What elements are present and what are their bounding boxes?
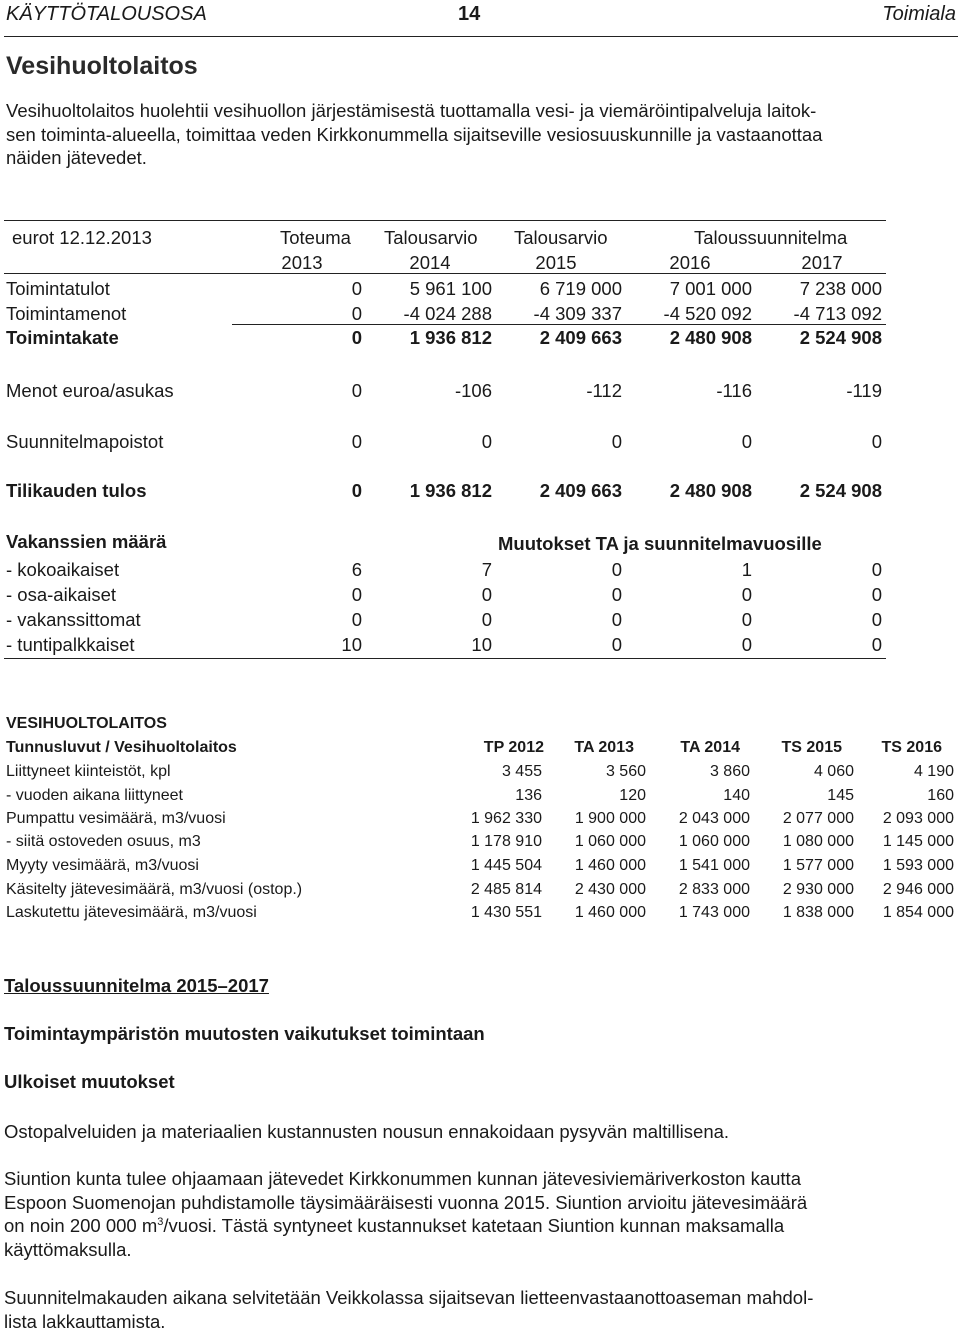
budget-top-rule (4, 220, 886, 221)
vacancy-changes-title: Muutokset TA ja suunnitelmavuosille (498, 533, 822, 555)
table-cell: 1 577 000 (752, 856, 854, 876)
table-cell: 0 (780, 634, 882, 656)
year-2017: 2017 (784, 252, 860, 274)
year-2013: 2013 (274, 252, 330, 274)
budget-bottom-rule (4, 658, 886, 659)
table-cell: 145 (752, 786, 854, 806)
table-cell: 1 743 000 (648, 903, 750, 923)
row-label-toimintatulot: Toimintatulot (6, 278, 110, 300)
table-cell: 1 936 812 (390, 327, 492, 349)
table-cell: 1 838 000 (752, 903, 854, 923)
table-cell: 1 445 504 (440, 856, 542, 876)
kpi-row-label: Myyty vesimäärä, m3/vuosi (6, 856, 199, 876)
vacancy-label: - vakanssittomat (6, 609, 141, 631)
col-header-taloussuunnitelma: Taloussuunnitelma (694, 227, 847, 249)
table-cell: 2 930 000 (752, 880, 854, 900)
table-cell: 1 145 000 (850, 832, 954, 852)
vacancy-title: Vakanssien määrä (6, 531, 166, 553)
page-title: Vesihuoltolaitos (6, 52, 198, 81)
table-cell: 0 (390, 584, 492, 606)
table-cell: 140 (648, 786, 750, 806)
vacancy-label: - osa-aikaiset (6, 584, 116, 606)
table-cell: 0 (780, 559, 882, 581)
table-cell: 160 (850, 786, 954, 806)
table-cell: 2 485 814 (440, 880, 542, 900)
year-2015: 2015 (518, 252, 594, 274)
year-2014: 2014 (392, 252, 468, 274)
table-cell: 2 946 000 (850, 880, 954, 900)
vacancy-label: - tuntipalkkaiset (6, 634, 135, 656)
intro-line: Vesihuoltolaitos huolehtii vesihuollon järjestämisestä tuottamalla vesi- ja viemäröintipalveluja laitok- (6, 99, 956, 123)
table-cell: 6 (300, 559, 362, 581)
table-cell: 0 (650, 609, 752, 631)
table-cell: 0 (520, 609, 622, 631)
table-cell: 4 060 (752, 762, 854, 782)
kpi-row-label: Laskutettu jätevesimäärä, m3/vuosi (6, 903, 257, 923)
table-cell: 0 (520, 584, 622, 606)
table-cell: 6 719 000 (520, 278, 622, 300)
table-cell: 0 (650, 431, 752, 453)
kpi-col-header: TA 2014 (644, 738, 740, 758)
row-label-toimintamenot: Toimintamenot (6, 303, 126, 325)
table-cell: 1 460 000 (544, 856, 646, 876)
intro-line: sen toiminta-alueella, toimittaa veden Kirkkonummella sijaitseville vesiosuuskunnille ja vastaanottaa (6, 123, 956, 147)
table-cell: 3 860 (648, 762, 750, 782)
paragraph-line (4, 1214, 954, 1238)
table-cell: 1 900 000 (544, 809, 646, 829)
table-cell: -4 024 288 (390, 303, 492, 325)
page-number: 14 (458, 3, 480, 26)
row-label-tilikauden-tulos: Tilikauden tulos (6, 480, 146, 502)
table-cell: 1 854 000 (850, 903, 954, 923)
table-cell: 7 001 000 (650, 278, 752, 300)
table-cell: 2 077 000 (752, 809, 854, 829)
table-cell: 2 093 000 (850, 809, 954, 829)
header-rule (4, 36, 958, 37)
table-cell: 5 961 100 (390, 278, 492, 300)
table-cell: 2 524 908 (780, 327, 882, 349)
table-cell: 2 480 908 (650, 480, 752, 502)
table-cell: -4 520 092 (650, 303, 752, 325)
table-cell: 10 (390, 634, 492, 656)
budget-header-rule (4, 273, 886, 274)
paragraph-costs: Ostopalveluiden ja materiaalien kustannusten nousun ennakoidaan pysyvän maltillisena. (4, 1120, 954, 1144)
subtotal-rule (232, 324, 886, 325)
table-cell: 0 (780, 431, 882, 453)
table-cell: 0 (650, 584, 752, 606)
header-section-label: KÄYTTÖTALOUSOSA (6, 3, 207, 26)
table-cell: 2 524 908 (780, 480, 882, 502)
kpi-row-label: - vuoden aikana liittyneet (6, 786, 183, 806)
col-header-talousarvio-2015: Talousarvio (514, 227, 608, 249)
text-span: on noin 200 000 m (4, 1215, 157, 1236)
table-cell: 7 238 000 (780, 278, 882, 300)
table-cell: 0 (300, 584, 362, 606)
table-cell: 0 (520, 431, 622, 453)
plan-heading: Taloussuunnitelma 2015–2017 (4, 975, 269, 997)
header-right-label: Toimiala (882, 3, 956, 26)
table-cell: 1 460 000 (544, 903, 646, 923)
paragraph-siuntio (4, 1167, 954, 1261)
col-header-toteuma: Toteuma (280, 227, 351, 249)
table-cell: 0 (300, 278, 362, 300)
intro-paragraph (6, 99, 956, 170)
external-changes-heading: Ulkoiset muutokset (4, 1071, 175, 1093)
kpi-col-header: TP 2012 (440, 738, 544, 758)
table-cell: 1 080 000 (752, 832, 854, 852)
kpi-col-header: TS 2016 (846, 738, 942, 758)
table-cell: 0 (300, 327, 362, 349)
table-cell: 1 541 000 (648, 856, 750, 876)
table-cell: 10 (300, 634, 362, 656)
table-cell: 0 (780, 609, 882, 631)
paragraph-line: lista lakkauttamista. (4, 1310, 954, 1333)
paragraph-line: Suunnitelmakauden aikana selvitetään Veikkolassa sijaitsevan lietteenvastaanottoaseman mahdol- (4, 1286, 954, 1310)
table-cell: 1 (650, 559, 752, 581)
table-cell: 0 (300, 480, 362, 502)
paragraph-veikkola (4, 1286, 954, 1333)
table-cell: 0 (300, 609, 362, 631)
table-cell: 4 190 (850, 762, 954, 782)
table-cell: 2 480 908 (650, 327, 752, 349)
kpi-row-label: - siitä ostoveden osuus, m3 (6, 832, 201, 852)
paragraph-line: Siuntion kunta tulee ohjaamaan jätevedet Kirkkonummen kunnan jätevesiviemäriverkoston kautta (4, 1167, 954, 1191)
intro-line: näiden jätevedet. (6, 146, 956, 170)
row-label-menot-asukas: Menot euroa/asukas (6, 380, 174, 402)
table-cell: 1 060 000 (648, 832, 750, 852)
table-cell: 0 (390, 609, 492, 631)
text-span: /vuosi. Tästä syntyneet kustannukset katetaan Siuntion kunnan maksamalla (163, 1215, 784, 1236)
kpi-subtitle: Tunnusluvut / Vesihuoltolaitos (6, 738, 237, 758)
budget-unit-label: eurot 12.12.2013 (12, 227, 152, 249)
table-cell: -116 (650, 380, 752, 402)
table-cell: 120 (544, 786, 646, 806)
table-cell: 0 (390, 431, 492, 453)
kpi-row-label: Käsitelty jätevesimäärä, m3/vuosi (ostop.) (6, 880, 302, 900)
table-cell: -4 713 092 (780, 303, 882, 325)
table-cell: 2 430 000 (544, 880, 646, 900)
paragraph-line: käyttömaksulla. (4, 1238, 954, 1262)
table-cell: -119 (780, 380, 882, 402)
table-cell: 0 (300, 431, 362, 453)
plan-subheading: Toimintaympäristön muutosten vaikutukset toimintaan (4, 1023, 485, 1045)
table-cell: 0 (520, 559, 622, 581)
table-cell: 1 178 910 (440, 832, 542, 852)
table-cell: 2 409 663 (520, 327, 622, 349)
table-cell: 136 (440, 786, 542, 806)
table-cell: 1 962 330 (440, 809, 542, 829)
table-cell: 0 (780, 584, 882, 606)
row-label-toimintakate: Toimintakate (6, 327, 119, 349)
table-cell: 0 (300, 303, 362, 325)
table-cell: 0 (300, 380, 362, 402)
kpi-col-header: TA 2013 (540, 738, 634, 758)
table-cell: 1 060 000 (544, 832, 646, 852)
kpi-col-header: TS 2015 (746, 738, 842, 758)
col-header-talousarvio-2014: Talousarvio (384, 227, 478, 249)
table-cell: 3 560 (544, 762, 646, 782)
table-cell: 0 (520, 634, 622, 656)
table-cell: 2 409 663 (520, 480, 622, 502)
table-cell: 1 593 000 (850, 856, 954, 876)
kpi-row-label: Pumpattu vesimäärä, m3/vuosi (6, 809, 226, 829)
row-label-suunnitelmapoistot: Suunnitelmapoistot (6, 431, 163, 453)
vacancy-label: - kokoaikaiset (6, 559, 119, 581)
kpi-section-title: VESIHUOLTOLAITOS (6, 714, 167, 734)
year-2016: 2016 (652, 252, 728, 274)
superscript: 3 (157, 1216, 163, 1228)
table-cell: 2 833 000 (648, 880, 750, 900)
table-cell: 2 043 000 (648, 809, 750, 829)
table-cell: 7 (390, 559, 492, 581)
kpi-row-label: Liittyneet kiinteistöt, kpl (6, 762, 171, 782)
table-cell: 1 936 812 (390, 480, 492, 502)
table-cell: 3 455 (440, 762, 542, 782)
paragraph-line: Espoon Suomenojan puhdistamolle täysimääräisesti vuonna 2015. Siuntion arvioitu jätevesimäärä (4, 1191, 954, 1215)
table-cell: -112 (520, 380, 622, 402)
table-cell: 0 (650, 634, 752, 656)
table-cell: 1 430 551 (440, 903, 542, 923)
table-cell: -4 309 337 (520, 303, 622, 325)
table-cell: -106 (390, 380, 492, 402)
